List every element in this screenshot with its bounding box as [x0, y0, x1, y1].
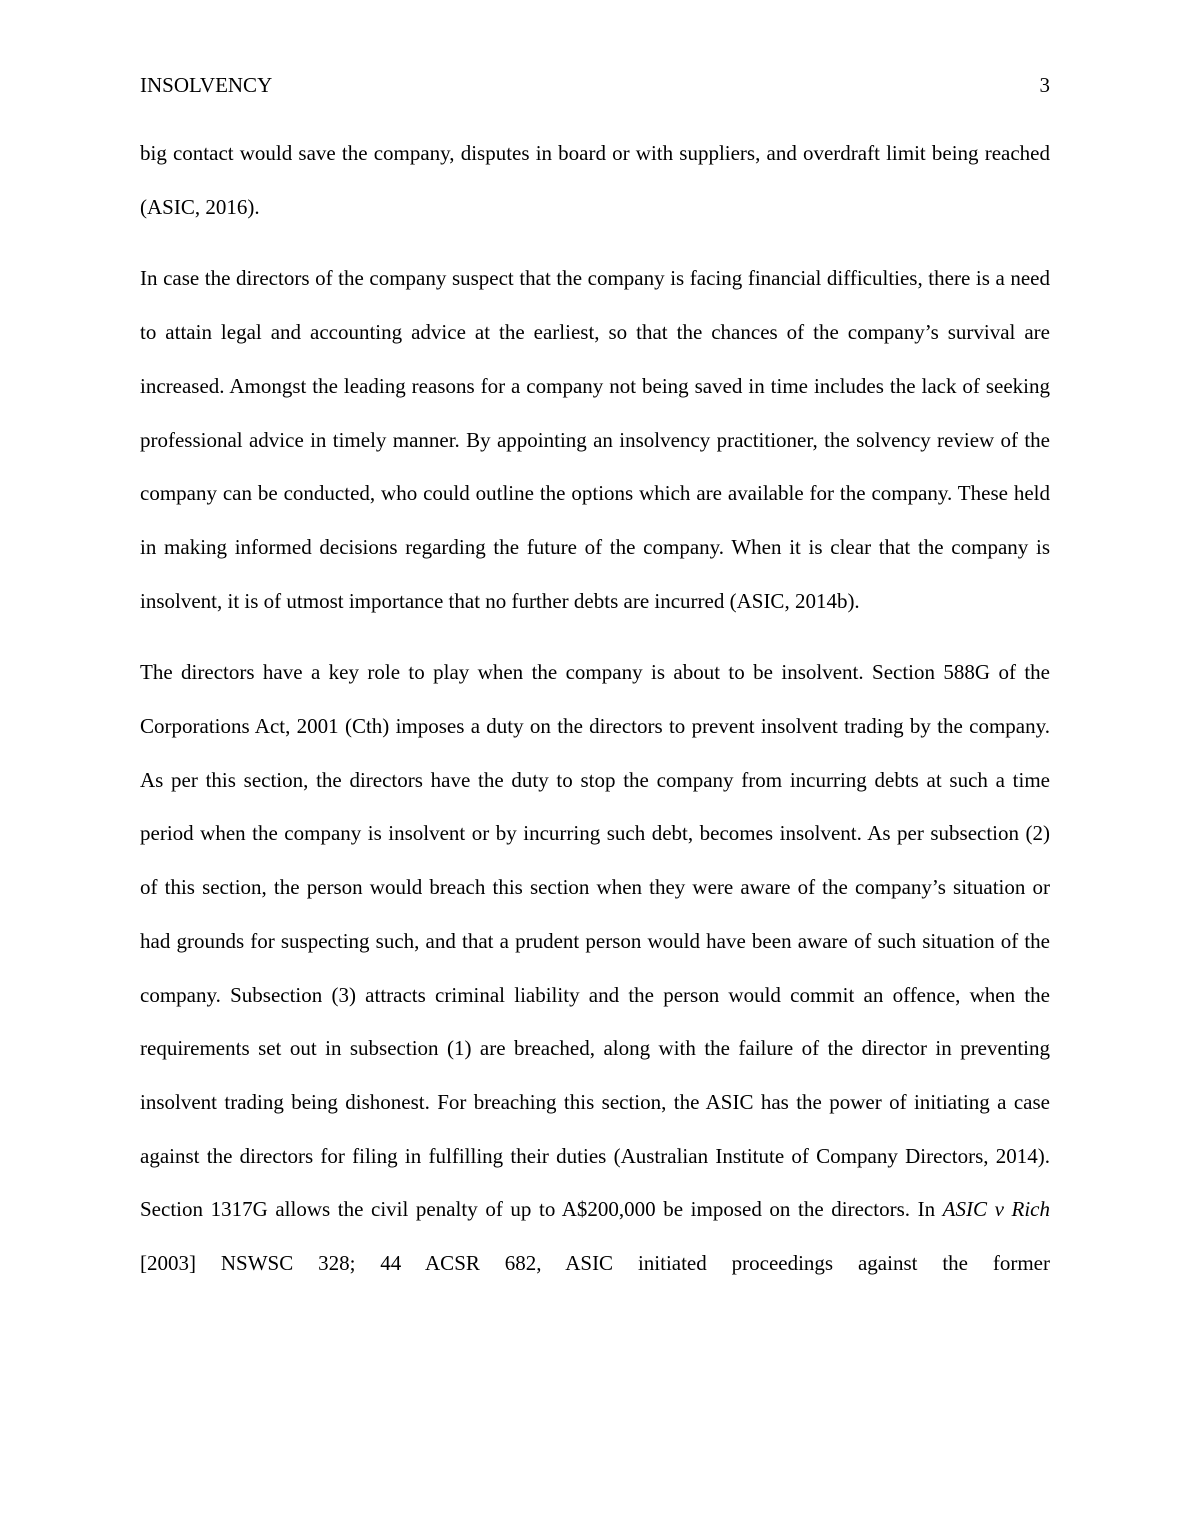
- paragraph-1: big contact would save the company, disputes in board or with suppliers, and overdraft limit being reached (ASIC, 2016).: [140, 141, 1050, 219]
- running-head-title: INSOLVENCY: [140, 73, 273, 97]
- case-citation-name: ASIC v Rich: [942, 1197, 1050, 1222]
- paragraph-3-text-a: The directors have a key role to play when the company is about to be insolvent. Section 588G of the Corporations Act, 2001 (Cth) imposes a duty on the directors to prevent insolvent trading by the company. As per this section, the directors have the duty to stop the company from incurring debts at such a time period when the company is insolvent or by incurring such debt, becomes insolvent. As per subsection (2) of this section, the person would breach this section when they were aware of the company’s situation or had grounds for suspecting such, and that a prudent person would have been aware of such situation of the company. Subsection (3) attracts criminal liability and the person would commit an offence, when the requirements set out in subsection (1) are breached, along with the failure of the director in preventing insolvent trading being dishonest. For breaching this section, the ASIC has the power of initiating a case against the directors for filing in fulfilling their duties (Australian Institute of Company Directors, 2014). Section 1317G allows the civil penalty of up to A$200,000 be imposed on the directors. In: [140, 660, 1050, 1222]
- running-header: [140, 70, 1050, 100]
- paragraph-2: In case the directors of the company suspect that the company is facing financial difficulties, there is a need to attain legal and accounting advice at the earliest, so that the chances of the company’s survival are increased. Amongst the leading reasons for a company not being saved in time includes the lack of seeking professional advice in timely manner. By appointing an insolvency practitioner, the solvency review of the company can be conducted, who could outline the options which are available for the company. These held in making informed decisions regarding the future of the company. When it is clear that the company is insolvent, it is of utmost importance that no further debts are incurred (ASIC, 2014b).: [140, 266, 1050, 613]
- document-body: [140, 127, 1050, 1309]
- paragraph-3: [140, 646, 1050, 1290]
- paragraph-3-text-b: [2003] NSWSC 328; 44 ACSR 682, ASIC initiated proceedings against the former: [140, 1251, 1050, 1276]
- page-number: 3: [1039, 73, 1050, 97]
